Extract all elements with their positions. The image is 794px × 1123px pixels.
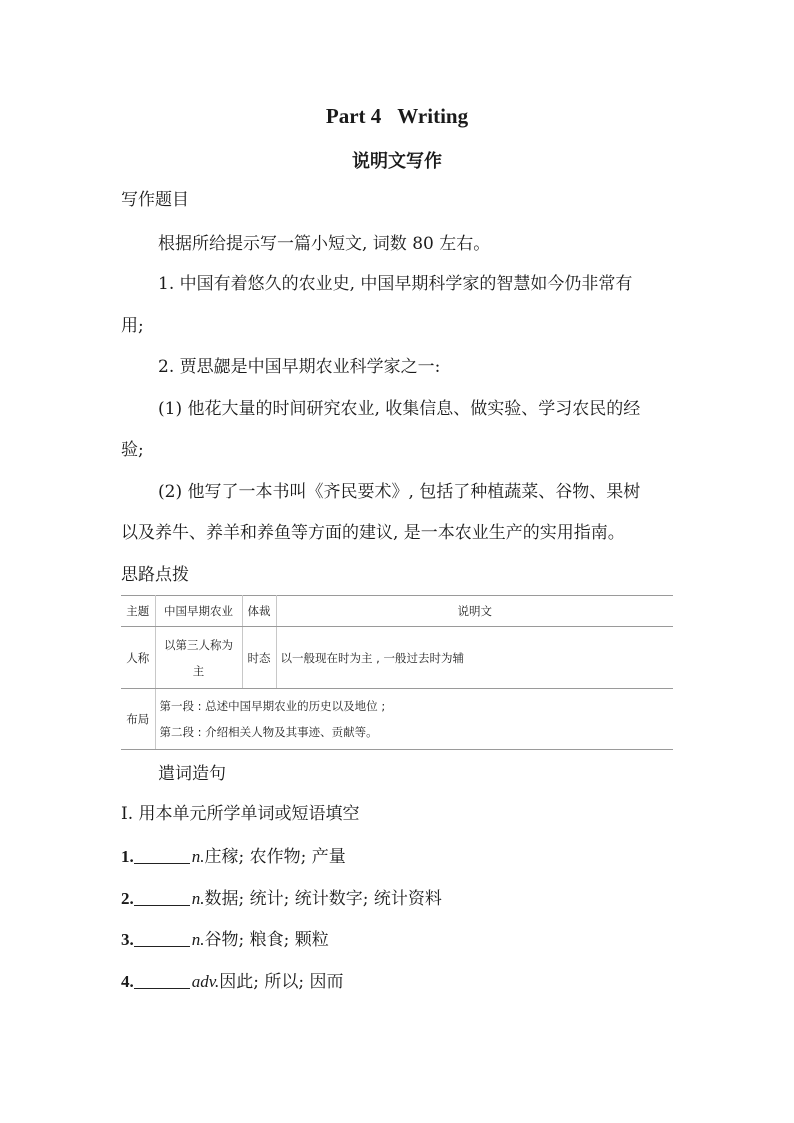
answer-blank[interactable] bbox=[134, 889, 190, 906]
vocab-item-number: 1. bbox=[121, 847, 134, 866]
answer-blank[interactable] bbox=[134, 847, 190, 864]
answer-blank[interactable] bbox=[134, 972, 190, 989]
cell-value-theme: 中国早期农业 bbox=[155, 596, 242, 627]
task-sub-2-cont: 以及养牛、养羊和养鱼等方面的建议, 是一本农业生产的实用指南。 bbox=[121, 523, 625, 543]
vocab-item bbox=[121, 970, 344, 994]
cell-value-genre: 说明文 bbox=[276, 596, 673, 627]
task-point-1: 1. 中国有着悠久的农业史, 中国早期科学家的智慧如今仍非常有 bbox=[158, 274, 633, 294]
task-sub-1-cont: 验; bbox=[121, 440, 144, 460]
layout-paragraph-2: 第二段 : 介绍相关人物及其事迹、贡献等。 bbox=[159, 725, 378, 739]
guide-heading: 思路点拨 bbox=[121, 565, 189, 585]
guide-row-layout bbox=[121, 689, 673, 750]
task-sub-1: (1) 他花大量的时间研究农业, 收集信息、做实验、学习农民的经 bbox=[158, 399, 641, 419]
task-point-1-cont: 用; bbox=[121, 316, 144, 336]
vocab-item bbox=[121, 887, 442, 911]
task-instruction: 根据所给提示写一篇小短文, 词数 80 左右。 bbox=[158, 234, 491, 254]
task-point-2: 2. 贾思勰是中国早期农业科学家之一: bbox=[158, 357, 441, 377]
cell-label-tense: 时态 bbox=[242, 627, 276, 689]
guide-row-person bbox=[121, 627, 673, 689]
vocab-item-pos: n. bbox=[191, 930, 205, 949]
cell-value-person bbox=[155, 627, 242, 689]
answer-blank[interactable] bbox=[134, 930, 190, 947]
vocab-item-number: 2. bbox=[121, 889, 134, 908]
vocab-item-pos: n. bbox=[191, 889, 205, 908]
cell-label-layout: 布局 bbox=[121, 689, 155, 750]
task-sub-2: (2) 他写了一本书叫《齐民要术》, 包括了种植蔬菜、谷物、果树 bbox=[158, 482, 641, 502]
layout-paragraph-1: 第一段 : 总述中国早期农业的历史以及地位 ; bbox=[159, 699, 386, 713]
vocab-item-meaning: 谷物; 粮食; 颗粒 bbox=[204, 930, 329, 950]
cell-label-genre: 体裁 bbox=[242, 596, 276, 627]
cell-label-person: 人称 bbox=[121, 627, 155, 689]
part-label: Part 4 bbox=[325, 104, 382, 128]
cell-value-person-line2: 主 bbox=[192, 663, 205, 678]
vocab-item bbox=[121, 928, 329, 952]
vocab-item bbox=[121, 845, 346, 869]
vocab-item-meaning: 数据; 统计; 统计数字; 统计资料 bbox=[204, 889, 442, 909]
cell-value-layout bbox=[155, 689, 673, 750]
vocab-item-pos: adv. bbox=[191, 972, 220, 991]
task-heading: 写作题目 bbox=[121, 190, 189, 210]
vocab-item-number: 3. bbox=[121, 930, 134, 949]
vocab-part-title: Ⅰ. 用本单元所学单词或短语填空 bbox=[121, 804, 360, 824]
vocab-heading: 遣词造句 bbox=[158, 764, 226, 784]
vocab-item-meaning: 庄稼; 农作物; 产量 bbox=[204, 847, 346, 867]
guide-row-theme bbox=[121, 596, 673, 627]
vocab-item-meaning: 因此; 所以; 因而 bbox=[219, 972, 344, 992]
guide-table bbox=[121, 595, 673, 750]
page-title bbox=[0, 104, 794, 129]
page-subtitle: 说明文写作 bbox=[352, 151, 442, 172]
cell-value-person-line1: 以第三人称为 bbox=[164, 637, 233, 652]
section-label: Writing bbox=[397, 104, 469, 128]
cell-label-theme: 主题 bbox=[121, 596, 155, 627]
vocab-item-number: 4. bbox=[121, 972, 134, 991]
cell-value-tense: 以一般现在时为主 , 一般过去时为辅 bbox=[276, 627, 673, 689]
vocab-item-pos: n. bbox=[191, 847, 205, 866]
